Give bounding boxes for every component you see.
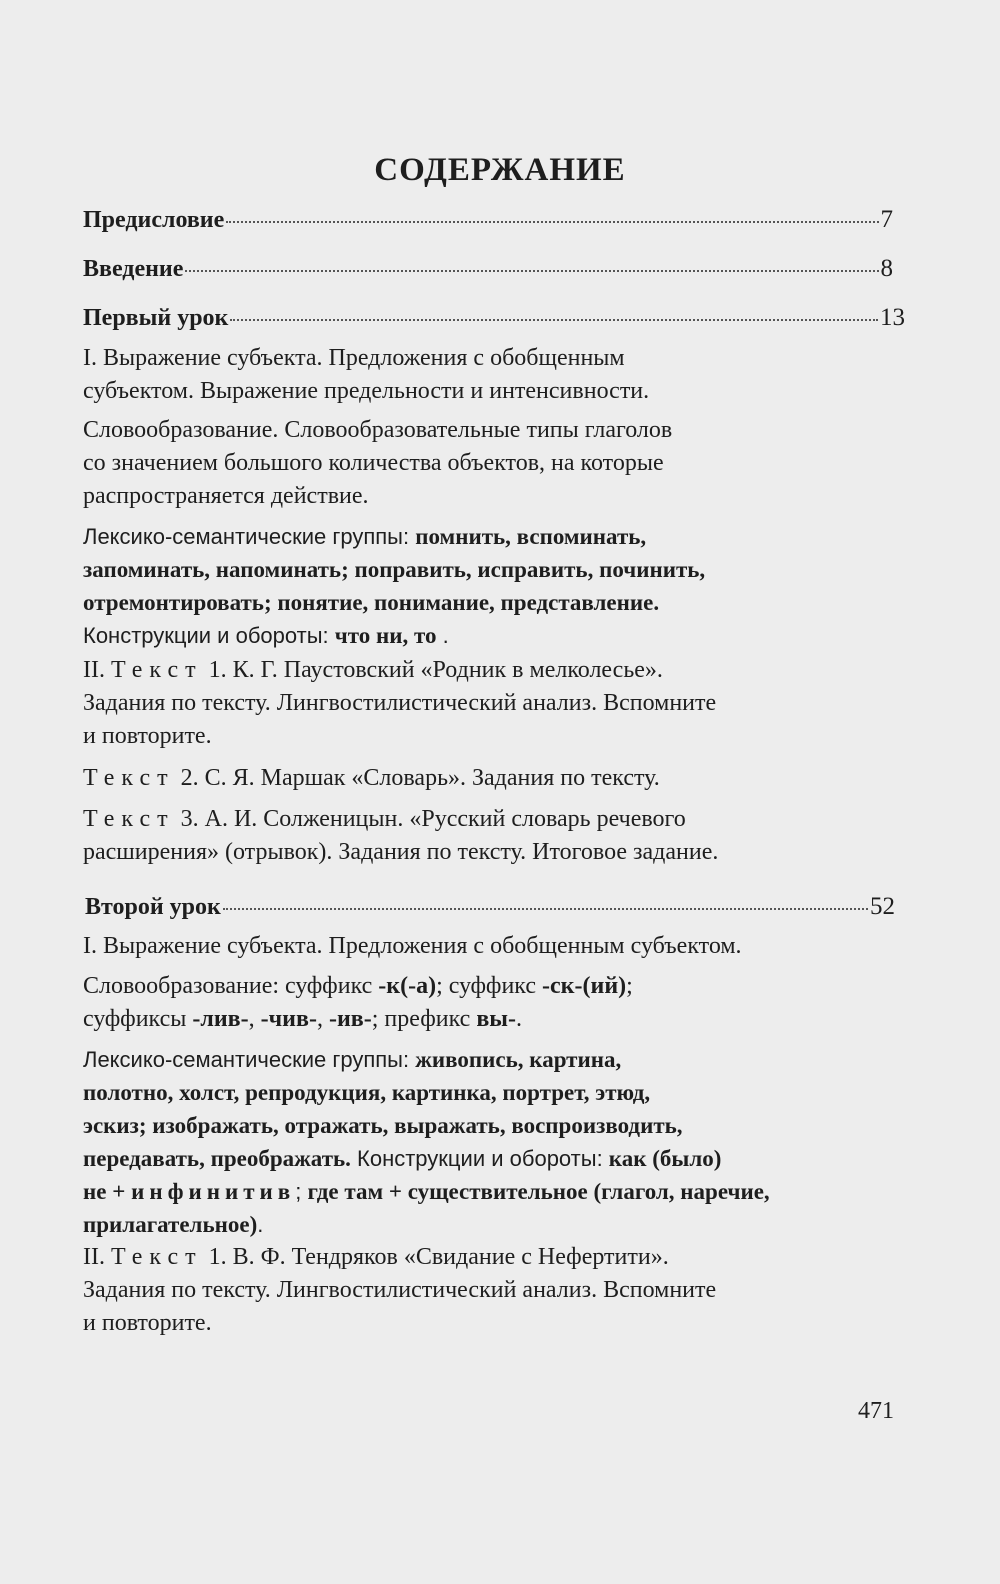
text-line: Словообразование. Словообразовательные типы глаголов [83, 417, 673, 443]
lesson2-word-formation [83, 970, 923, 1036]
text-segment: Конструкции и обороты: [83, 623, 335, 648]
bold-term: как (было) [608, 1146, 722, 1171]
text-segment: II. [83, 1244, 111, 1270]
lesson2-lexical-groups [83, 1043, 923, 1241]
text-segment: 3. А. И. Солженицын. «Русский словарь речевого [174, 806, 686, 832]
toc-label: Введение [83, 256, 184, 282]
bold-term: передавать, преображать. [83, 1146, 351, 1171]
toc-label: Первый урок [83, 305, 229, 331]
toc-page-number: 8 [880, 255, 893, 282]
bold-term: эскиз; изображать, отражать, выражать, воспроизводить, [83, 1113, 683, 1138]
bold-term: -ск-(ий) [542, 973, 627, 999]
text-line: I. Выражение субъекта. Предложения с обобщенным субъектом. [83, 933, 742, 959]
text-segment: , [316, 1006, 329, 1032]
toc-leader-dots [223, 908, 868, 910]
bold-term: не + [83, 1179, 132, 1204]
toc-leader-dots [185, 270, 878, 272]
toc-page-number: 7 [880, 206, 893, 233]
text-segment: , [248, 1006, 261, 1032]
bold-term: -лив- [192, 1006, 249, 1032]
text-segment: ; префикс [371, 1006, 477, 1032]
toc-entry-preface [83, 206, 893, 234]
text-line: расширения» (отрывок). Задания по тексту. Итоговое задание. [83, 839, 719, 865]
lesson2-topic-subject [83, 930, 923, 963]
bold-term: живопись, картина, [415, 1047, 622, 1072]
text-segment: ; [295, 1179, 308, 1204]
text-line: со значением большого количества объектов, на которые [83, 450, 664, 476]
lesson1-text-1 [83, 654, 923, 753]
text-segment: . [257, 1212, 264, 1237]
lesson1-word-formation [83, 414, 923, 513]
text-line: распространяется действие. [83, 483, 369, 509]
bold-term: -чив- [260, 1006, 317, 1032]
bold-term: что ни, то [334, 623, 437, 648]
text-line: Задания по тексту. Лингвостилистический анализ. Вспомните [83, 1277, 717, 1303]
toc-entry-introduction [83, 255, 893, 283]
lesson1-text-3 [83, 803, 923, 869]
text-segment: ; суффикс [436, 973, 543, 999]
toc-leader-dots [226, 221, 878, 223]
bold-term: -к(-а) [378, 973, 437, 999]
lesson1-lexical-groups [83, 520, 923, 652]
toc-label: Предисловие [83, 207, 225, 233]
text-segment: Конструкции и обороты: [350, 1146, 609, 1171]
toc-page-number: 52 [870, 893, 895, 920]
bold-term: -ив- [328, 1006, 372, 1032]
spaced-word: Текст [110, 657, 203, 683]
bold-term: где там + существительное (глагол, наречие, [307, 1179, 770, 1204]
text-segment: . [516, 1006, 523, 1032]
text-line: и повторите. [83, 1310, 212, 1336]
text-line: Задания по тексту. Лингвостилистический анализ. Вспомните [83, 690, 717, 716]
bold-term: отремонтировать; понятие, понимание, представление. [83, 590, 660, 615]
bold-spaced-term: инфинитив [131, 1179, 296, 1204]
bold-term: вы- [476, 1006, 517, 1032]
text-line: и повторите. [83, 723, 212, 749]
text-segment: II. [83, 657, 111, 683]
bold-term: прилагательное) [83, 1212, 258, 1237]
text-segment: суффиксы [83, 1006, 193, 1032]
text-line: субъектом. Выражение предельности и интенсивности. [83, 378, 650, 404]
text-segment: ; [626, 973, 633, 999]
toc-entry-lesson-2 [85, 893, 895, 921]
lesson1-text-2 [83, 762, 923, 795]
text-segment: 2. С. Я. Маршак «Словарь». Задания по тексту. [174, 765, 660, 791]
page-number: 471 [858, 1398, 894, 1424]
text-segment: Словообразование: суффикс [83, 973, 379, 999]
lesson2-text-1 [83, 1241, 923, 1340]
bold-term: помнить, вспоминать, [415, 524, 647, 549]
spaced-word: Текст [83, 806, 175, 832]
spaced-word: Текст [83, 765, 175, 791]
lesson1-topic-subject [83, 342, 923, 408]
toc-entry-lesson-1 [83, 304, 905, 332]
text-segment: . [436, 623, 449, 648]
bold-term: полотно, холст, репродукция, картинка, портрет, этюд, [83, 1080, 651, 1105]
text-segment: Лексико-семантические группы: [83, 524, 416, 549]
toc-page-number: 13 [880, 304, 905, 331]
toc-leader-dots [230, 319, 878, 321]
spaced-word: Текст [110, 1244, 203, 1270]
page-title: СОДЕРЖАНИЕ [374, 152, 626, 188]
text-segment: 1. К. Г. Паустовский «Родник в мелколесье». [202, 657, 663, 683]
text-line: I. Выражение субъекта. Предложения с обобщенным [83, 345, 625, 371]
text-segment: Лексико-семантические группы: [83, 1047, 416, 1072]
toc-label: Второй урок [85, 894, 221, 920]
bold-term: запоминать, напоминать; поправить, исправить, починить, [83, 557, 706, 582]
text-segment: 1. В. Ф. Тендряков «Свидание с Нефертити». [202, 1244, 669, 1270]
